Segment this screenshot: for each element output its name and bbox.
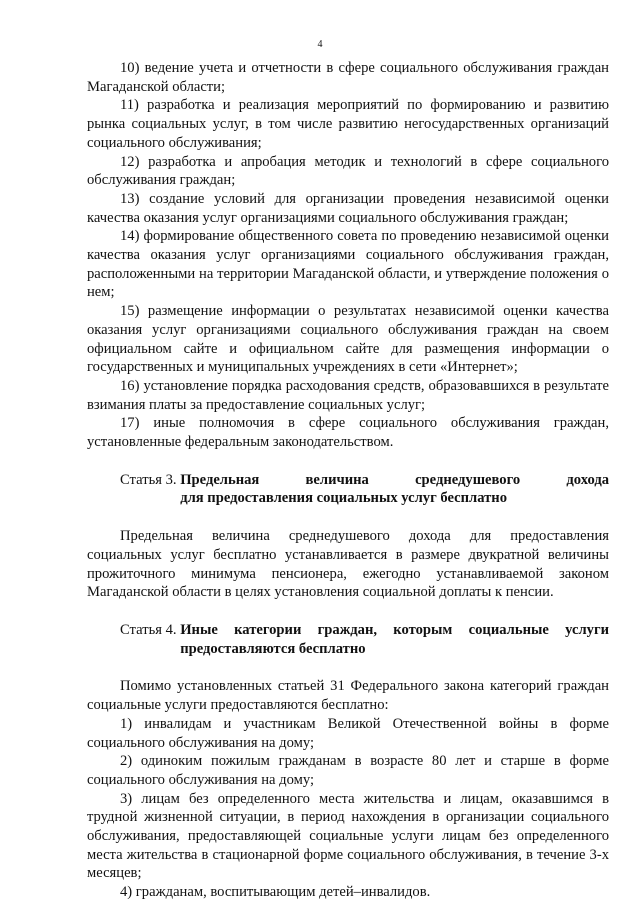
article-3-heading xyxy=(87,471,609,508)
list-item: 16) установление порядка расходования средств, образовавшихся в результате взимания платы за предоставление социальных услуг; xyxy=(87,377,609,413)
article-4-intro: Помимо установленных статьей 31 Федерального закона категорий граждан социальные услуги предоставляются бесплатно: xyxy=(87,678,609,714)
list-item: 15) размещение информации о результатах независимой оценки качества оказания услуг организациями социального обслуживания граждан на своем официальном сайте и официальном сайте для размещения информации о государственных и муниципальных учреждениях в сети «Интернет»; xyxy=(87,303,609,376)
list-item: 10) ведение учета и отчетности в сфере социального обслуживания граждан Магаданской области; xyxy=(87,60,609,95)
article-4-heading xyxy=(87,621,609,658)
page-number: 4 xyxy=(317,39,323,50)
article-3-body: Предельная величина среднедушевого дохода для предоставления социальных услуг бесплатно устанавливается в размере двукратной величины прожиточного минимума пенсионера, ежегодно устанавливаемой законом Магаданской области в целях установления социальной доплаты к пенсии. xyxy=(87,528,609,601)
list-item: 11) разработка и реализация мероприятий по формированию и развитию рынка социальных услуг, в том числе развитию негосударственных организаций социального обслуживания; xyxy=(87,97,609,151)
article-3-title-line-2: для предоставления социальных услуг бесплатно xyxy=(180,490,508,507)
article-4-title-line-1: Иные категории граждан, которым социальные услуги xyxy=(180,621,609,638)
article-4-title xyxy=(180,621,609,658)
article-3-title-line-1: Предельная величина среднедушевого дохода xyxy=(180,471,609,488)
list-item: 1) инвалидам и участникам Великой Отечественной войны в форме социального обслуживания на дому; xyxy=(87,715,609,751)
list-item: 3) лицам без определенного места жительства и лицам, оказавшимся в трудной жизненной ситуации, в период нахождения в организации социального обслуживания, предоставляющей социальные услуги лицам без определенного места жительства в стационарной форме социального обслуживания, в течение 3-х месяцев; xyxy=(87,790,609,882)
list-item: 14) формирование общественного совета по проведению независимой оценки качества оказания услуг организациями социального обслуживания граждан, расположенными на территории Магаданской области, и утверждение положения о нем; xyxy=(87,228,609,301)
article-4-title-line-2: предоставляются бесплатно xyxy=(180,640,366,657)
list-item: 2) одиноким пожилым гражданам в возрасте 80 лет и старше в форме социального обслуживания на дому; xyxy=(87,753,609,788)
list-item: 17) иные полномочия в сфере социального обслуживания граждан, установленные федеральным законодательством. xyxy=(87,415,609,451)
article-3-prefix: Статья 3. xyxy=(120,471,181,488)
list-item: 12) разработка и апробация методик и технологий в сфере социального обслуживания граждан; xyxy=(87,153,609,189)
list-item: 4) гражданам, воспитывающим детей–инвалидов. xyxy=(120,884,431,901)
article-4-prefix: Статья 4. xyxy=(120,621,181,638)
article-3-title xyxy=(180,471,609,508)
list-item: 13) создание условий для организации проведения независимой оценки качества оказания услуг организациями социального обслуживания граждан; xyxy=(87,190,609,226)
document-body xyxy=(87,59,609,902)
